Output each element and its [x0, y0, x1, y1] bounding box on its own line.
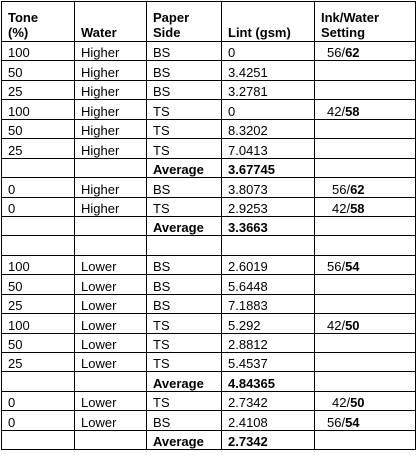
table-row [2, 275, 416, 294]
average-row [2, 372, 416, 391]
cell-lint: 3.4251 [222, 61, 315, 80]
cell-lint: 5.292 [222, 314, 315, 333]
cell-ink-water [315, 391, 416, 410]
table-row [2, 411, 416, 430]
cell-water: Higher [75, 119, 147, 138]
table-row [2, 333, 416, 352]
header-row [2, 2, 416, 42]
cell-tone: 25 [2, 353, 75, 372]
table-row [2, 139, 416, 158]
cell-lint: 2.4108 [222, 411, 315, 430]
cell-water: Higher [75, 80, 147, 99]
cell-lint: 3.2781 [222, 80, 315, 99]
average-label: Average [147, 430, 222, 449]
cell-paper-side: TS [147, 119, 222, 138]
header-ink-water: Ink/Water Setting [315, 2, 416, 42]
header-water: Water [75, 2, 147, 42]
table-row [2, 178, 416, 197]
average-value: 3.67745 [222, 158, 315, 177]
average-value: 4.84365 [222, 372, 315, 391]
average-label: Average [147, 372, 222, 391]
cell-tone: 100 [2, 42, 75, 61]
empty-cell [315, 430, 416, 449]
ink-setting: 42/ [327, 317, 346, 333]
ink-setting: 56/ [332, 181, 351, 197]
header-paper-side: Paper Side [147, 2, 222, 42]
table-row [2, 353, 416, 372]
cell-ink-water [315, 255, 416, 274]
cell-water: Higher [75, 42, 147, 61]
cell-water: Lower [75, 314, 147, 333]
cell-paper-side: TS [147, 333, 222, 352]
cell-paper-side: BS [147, 294, 222, 313]
cell-lint: 2.7342 [222, 391, 315, 410]
empty-cell [315, 158, 416, 177]
water-setting: 58 [345, 103, 360, 119]
average-label: Average [147, 158, 222, 177]
cell-paper-side: BS [147, 42, 222, 61]
empty-cell [2, 430, 75, 449]
table-row [2, 42, 416, 61]
cell-tone: 50 [2, 61, 75, 80]
cell-tone: 25 [2, 139, 75, 158]
empty-cell [315, 236, 416, 255]
ink-setting: 42/ [332, 200, 351, 216]
table-row [2, 294, 416, 313]
cell-tone: 100 [2, 255, 75, 274]
cell-ink-water [315, 275, 416, 294]
cell-tone: 0 [2, 391, 75, 410]
empty-cell [315, 216, 416, 235]
empty-cell [75, 430, 147, 449]
cell-paper-side: BS [147, 411, 222, 430]
cell-water: Lower [75, 411, 147, 430]
cell-paper-side: BS [147, 178, 222, 197]
cell-tone: 100 [2, 100, 75, 119]
empty-cell [2, 216, 75, 235]
cell-lint: 0 [222, 100, 315, 119]
cell-lint: 2.6019 [222, 255, 315, 274]
empty-cell [315, 372, 416, 391]
average-value: 2.7342 [222, 430, 315, 449]
cell-tone: 0 [2, 411, 75, 430]
table-row [2, 100, 416, 119]
cell-water: Higher [75, 61, 147, 80]
cell-tone: 50 [2, 275, 75, 294]
cell-paper-side: BS [147, 80, 222, 99]
average-row [2, 216, 416, 235]
water-setting: 50 [350, 395, 365, 411]
cell-tone: 0 [2, 178, 75, 197]
cell-ink-water [315, 119, 416, 138]
cell-water: Higher [75, 139, 147, 158]
ink-setting: 42/ [332, 395, 351, 411]
cell-lint: 2.9253 [222, 197, 315, 216]
cell-paper-side: TS [147, 197, 222, 216]
table-row [2, 61, 416, 80]
water-setting: 62 [350, 181, 365, 197]
cell-paper-side: TS [147, 353, 222, 372]
header-lint: Lint (gsm) [222, 2, 315, 42]
cell-water: Lower [75, 333, 147, 352]
cell-paper-side: TS [147, 391, 222, 410]
cell-tone: 25 [2, 80, 75, 99]
cell-paper-side: TS [147, 139, 222, 158]
empty-cell [2, 236, 75, 255]
cell-ink-water [315, 61, 416, 80]
average-row [2, 430, 416, 449]
empty-cell [75, 372, 147, 391]
ink-setting: 56/ [327, 45, 346, 61]
cell-paper-side: BS [147, 275, 222, 294]
empty-cell [2, 158, 75, 177]
average-label: Average [147, 216, 222, 235]
header-tone: Tone (%) [2, 2, 75, 42]
spacer-row [2, 236, 416, 255]
ink-setting: 56/ [327, 259, 346, 275]
cell-tone: 50 [2, 333, 75, 352]
empty-cell [222, 236, 315, 255]
cell-lint: 3.8073 [222, 178, 315, 197]
cell-paper-side: TS [147, 100, 222, 119]
water-setting: 54 [345, 259, 360, 275]
average-row [2, 158, 416, 177]
cell-ink-water [315, 333, 416, 352]
empty-cell [147, 236, 222, 255]
cell-ink-water [315, 139, 416, 158]
empty-cell [75, 216, 147, 235]
cell-tone: 0 [2, 197, 75, 216]
cell-lint: 7.0413 [222, 139, 315, 158]
average-value: 3.3663 [222, 216, 315, 235]
cell-ink-water [315, 42, 416, 61]
water-setting: 58 [350, 200, 365, 216]
ink-setting: 42/ [327, 103, 346, 119]
cell-lint: 5.4537 [222, 353, 315, 372]
empty-cell [2, 372, 75, 391]
ink-setting: 56/ [327, 414, 346, 430]
cell-ink-water [315, 411, 416, 430]
table-row [2, 80, 416, 99]
cell-water: Lower [75, 391, 147, 410]
cell-ink-water [315, 80, 416, 99]
cell-water: Lower [75, 255, 147, 274]
cell-water: Higher [75, 100, 147, 119]
cell-lint: 5.6448 [222, 275, 315, 294]
cell-water: Lower [75, 294, 147, 313]
cell-ink-water [315, 314, 416, 333]
cell-ink-water [315, 353, 416, 372]
table-row [2, 255, 416, 274]
cell-lint: 7.1883 [222, 294, 315, 313]
table-row [2, 391, 416, 410]
cell-tone: 50 [2, 119, 75, 138]
cell-paper-side: TS [147, 314, 222, 333]
empty-cell [75, 158, 147, 177]
cell-tone: 25 [2, 294, 75, 313]
cell-tone: 100 [2, 314, 75, 333]
cell-water: Lower [75, 353, 147, 372]
cell-paper-side: BS [147, 61, 222, 80]
empty-cell [75, 236, 147, 255]
water-setting: 62 [345, 45, 360, 61]
cell-ink-water [315, 178, 416, 197]
table-row [2, 197, 416, 216]
cell-lint: 8.3202 [222, 119, 315, 138]
cell-ink-water [315, 197, 416, 216]
water-setting: 54 [345, 414, 360, 430]
cell-lint: 2.8812 [222, 333, 315, 352]
lint-table [1, 1, 416, 450]
cell-paper-side: BS [147, 255, 222, 274]
cell-ink-water [315, 294, 416, 313]
water-setting: 50 [345, 317, 360, 333]
cell-water: Higher [75, 178, 147, 197]
cell-water: Higher [75, 197, 147, 216]
cell-lint: 0 [222, 42, 315, 61]
cell-water: Lower [75, 275, 147, 294]
table-row [2, 314, 416, 333]
cell-ink-water [315, 100, 416, 119]
table-row [2, 119, 416, 138]
